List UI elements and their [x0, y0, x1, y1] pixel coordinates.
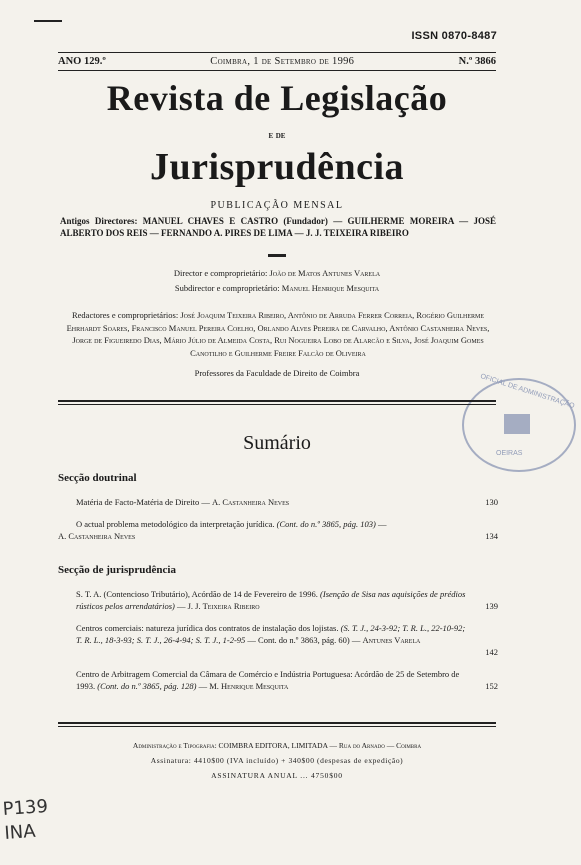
subdirector-line: Subdirector e comproprietário: Manuel Henrique Mesquita [174, 283, 380, 293]
stamp-text-top: OFICIAL DE ADMINISTRAÇÃO [479, 372, 576, 411]
faculty-line: Professores da Faculdade de Direito de Coimbra [194, 368, 360, 378]
subdirector-name: Manuel Henrique Mesquita [281, 283, 380, 293]
page-number: 130 [485, 497, 498, 507]
contents-entry: Centros comerciais: natureza jurídica dos contratos de instalação dos lojistas. (S. T. J., 24-3-92; T. R. L., 22-10-92; T. R. L., 18-3-93; S. T. J., 26-4-94; S. T. J., 1-2-95 — Cont. do n.º 3863, pág. 60) — Antunes Varela [76, 623, 466, 645]
page-number: 142 [485, 647, 498, 657]
contents-entry: S. T. A. (Contencioso Tributário), Acórdão de 14 de Fevereiro de 1996. (Isenção de Sisa nas aquisições de prédios rústicos pelos arrendatários) — J. J. Teixeira Ribeiro [76, 589, 466, 611]
footer-top-rule-thin [58, 726, 496, 727]
contents-entry: Centro de Arbitragem Comercial da Câmara de Comércio e Indústria Portuguesa: Acórdão de 25 de Setembro de 1993. (Cont. do n.º 3865, pág. 128) — M. Henrique Mesquita [76, 669, 460, 691]
page-number: 134 [485, 531, 498, 541]
corner-mark [34, 20, 62, 22]
place-date: Coimbra, 1 de Setembro de 1996 [210, 56, 355, 67]
top-rule [58, 52, 496, 53]
former-directors: Antigos Directores: MANUEL CHAVES E CASTRO (Fundador) — GUILHERME MOREIRA — JOSÉ ALBERTO DOS REIS — FERNANDO A. PIRES DE LIMA — J. J. TEIXEIRA RIBEIRO [60, 216, 496, 238]
stamp-text-bottom: OEIRAS [496, 450, 523, 457]
director-name: João de Matos Antunes Varela [269, 268, 381, 278]
title-line-1: Revista de Legislação [106, 78, 448, 118]
contents-entry: Matéria de Facto-Matéria de Direito — A. Castanheira Neves 130 [76, 497, 498, 507]
contents-entry-cont: A. Castanheira Neves 134 [58, 531, 498, 541]
handwritten-line-2: INA [3, 820, 37, 844]
publication-frequency: PUBLICAÇÃO MENSAL [210, 200, 344, 211]
page-number: 152 [485, 681, 498, 691]
page-number: 139 [485, 601, 498, 611]
header-rule [58, 70, 496, 71]
director-line: Director e comproprietário: João de Matos Antunes Varela [173, 268, 381, 278]
handwritten-line-1: P139 [2, 795, 49, 821]
issue-number: N.º 3866 [458, 56, 496, 67]
header-line [58, 56, 496, 67]
editors-block: Redactores e comproprietários: José Joaquim Teixeira Ribeiro, Antônio de Arruda Ferrer Correia, Rogério Guilherme Ehrhardt Soares, Francisco Manuel Pereira Coelho, Orlando Alves Pereira de Carvalho, Antônio Castanheira Neves, Jorge de Figueiredo Dias, Mário Júlio de Almeida Costa, Rui Nogueira Lobo de Alarcão e Silva, José Joaquim Gomes Canotilho e Guilherme Freire Falcão de Oliveira [66, 310, 490, 358]
footer-annual: ASSINATURA ANUAL ... 4750$00 [211, 771, 343, 780]
issn: ISSN 0870-8487 [411, 30, 497, 42]
divider-mark [268, 254, 286, 257]
footer-publisher: Administração e Tipografia: COIMBRA EDITORA, LIMITADA — Rua do Arnado — Coimbra [132, 741, 422, 750]
contents-top-rule [58, 400, 496, 402]
handwritten-note [2, 794, 64, 858]
stamp-logo-icon [504, 414, 530, 434]
contents-top-rule-thin [58, 404, 496, 405]
footer-top-rule [58, 722, 496, 724]
footer-subscription: Assinatura: 4410$00 (IVA incluído) + 340$00 (despesas de expedição) [150, 756, 404, 765]
year: ANO 129.º [58, 56, 106, 67]
contents-entry: O actual problema metodológico da interpretação jurídica. (Cont. do n.º 3865, pág. 103) — [76, 519, 387, 529]
library-stamp [462, 372, 576, 472]
contents-title: Sumário [243, 432, 311, 454]
title-line-2: Jurisprudência [149, 146, 405, 188]
editors-names: José Joaquim Teixeira Ribeiro, Antônio de Arruda Ferrer Correia, Rogério Guilherme Ehrhardt Soares, Francisco Manuel Pereira Coelho, Orlando Alves Pereira de Carvalho, Antônio Castanheira Neves, Jorge de Figueiredo Dias, Mário Júlio de Almeida Costa, Rui Nogueira Lobo de Alarcão e Silva, José Joaquim Gomes Canotilho e Guilherme Freire Falcão de Oliveira [66, 310, 490, 358]
section-title-doctrinal: Secção doutrinal [58, 472, 137, 484]
title-connector: e de [268, 130, 286, 141]
section-title-jurisprudence: Secção de jurisprudência [58, 564, 176, 576]
